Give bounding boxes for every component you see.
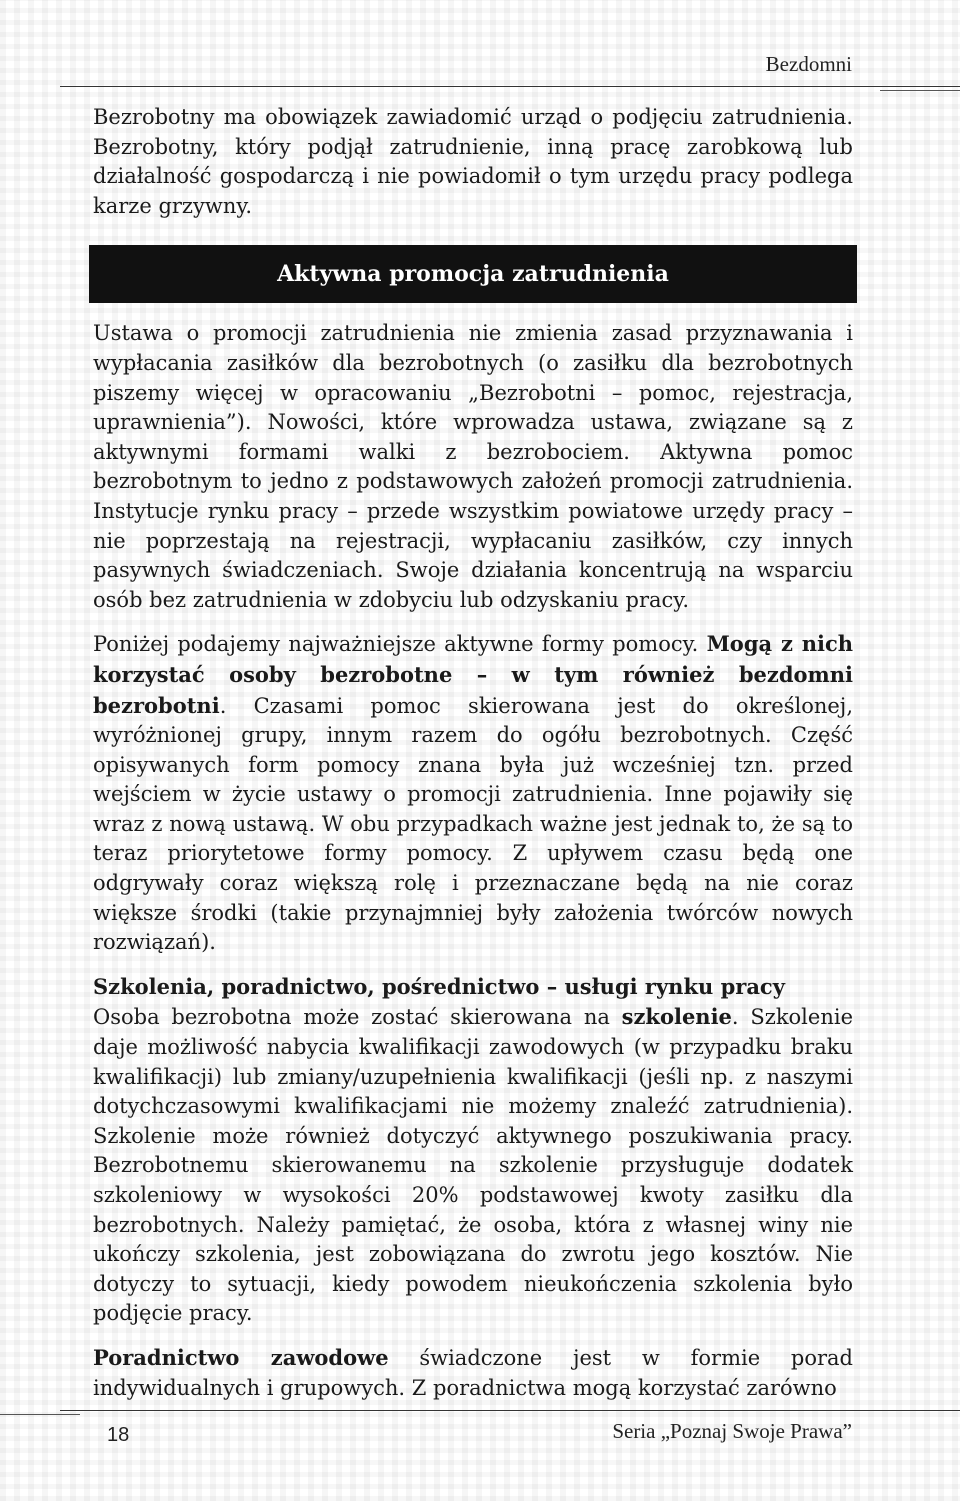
- paragraph-promocja: Ustawa o promocji zatrudnienia nie zmienia zasad przyznawania i wypłacania zasiłków dla bezrobotnych (o zasiłku dla bezrobotnych piszemy więcej w opracowaniu „Bezrobotni – pomoc, rejestracja, uprawnienia”). Nowości, które wprowadza ustawa, związane są z aktywnymi formami walki z bezrobociem. Aktywna pomoc bezrobotnym to jedno z podstawowych założeń promocji zatrudnienia. Instytucje rynku pracy – przede wszystkim powiatowe urzędy pracy – nie poprzestają na rejestracji, wypłacaniu zasiłków, czy innych pasywnych świadczeniach. Swoje działania koncentrują na wsparciu osób bez zatrudnienia w zdobyciu lub odzyskaniu pracy.: [93, 321, 853, 612]
- series-title: Seria „Poznaj Swoje Prawa”: [612, 1419, 852, 1443]
- section-heading: Szkolenia, poradnictwo, pośrednictwo – usługi rynku pracy: [93, 973, 785, 999]
- paragraph-formy-pomocy: Poniżej podajemy najważniejsze aktywne formy pomocy. Mogą z nich korzystać osoby bezrobotne – w tym również bezdomni bezrobotni. Czasami pomoc skierowana jest do określonej, wyróżnionej grupy, innym razem do ogółu bezrobotnych. Część opisywanych form pomocy znana była już wcześniej tzn. przed wejściem w życie ustawy o promocji zatrudnienia. Inne pojawiły się wraz z nową ustawą. W obu przypadkach ważne jest jednak to, że są to teraz priorytetowe formy pomocy. Z upływem czasu będą one odgrywały coraz większą rolę i przeznaczane będą na nie coraz większe środki (takie przynajmniej były założenia twórców nowych rozwiązań).: [93, 631, 854, 955]
- paragraph-poradnictwo: Poradnictwo zawodowe świadczone jest w formie porad indywidualnych i grupowych. Z poradnictwa mogą korzystać zarówno: [93, 1344, 853, 1400]
- emphasis-poradnictwo: Poradnictwo zawodowe: [93, 1344, 389, 1370]
- emphasis-eligibility: Mogą z nich korzystać osoby bezrobotne – w tym również bezdomni bezrobotni: [93, 631, 854, 718]
- footer-rule-secondary: [0, 1414, 80, 1415]
- section-banner: [89, 245, 857, 303]
- footer-rule: [60, 1410, 960, 1411]
- intro-paragraph: Bezrobotny ma obowiązek zawiadomić urząd o podjęciu zatrudnienia. Bezrobotny, który podjął zatrudnienie, inną pracę zarobkową lub działalność gospodarczą i nie powiadomił o tym urzędu pracy podlega karze grzywny.: [93, 105, 853, 218]
- main-content: [93, 103, 853, 1403]
- page-number: 18: [107, 1424, 130, 1446]
- emphasis-szkolenie: szkolenie: [621, 1004, 732, 1030]
- banner-title: Aktywna promocja zatrudnienia: [277, 261, 669, 288]
- header-rule-secondary: [880, 90, 960, 91]
- paragraph-szkolenia: Osoba bezrobotna może zostać skierowana na szkolenie. Szkolenie daje możliwość nabycia kwalifikacji zawodowych (w przypadku braku kwalifikacji) lub zmiany/uzupełnienia kwalifikacji (jeśli np. z naszymi dotychczasowymi kwalifikacjami nie możemy znaleźć zatrudnienia). Szkolenie może również dotyczyć aktywnego poszukiwania pracy. Bezrobotnemu skierowanemu na szkolenie przysługuje dodatek szkoleniowy w wysokości 20% podstawowej kwoty zasiłku dla bezrobotnych. Należy pamiętać, że osoba, która z własnej winy nie ukończy szkolenia, jest zobowiązana do zwrotu jego kosztów. Nie dotyczy to sytuacji, kiedy powodem nieukończenia szkolenia było podjęcie pracy.: [93, 1004, 853, 1326]
- running-title: Bezdomni: [765, 52, 852, 76]
- header-rule: [60, 86, 960, 87]
